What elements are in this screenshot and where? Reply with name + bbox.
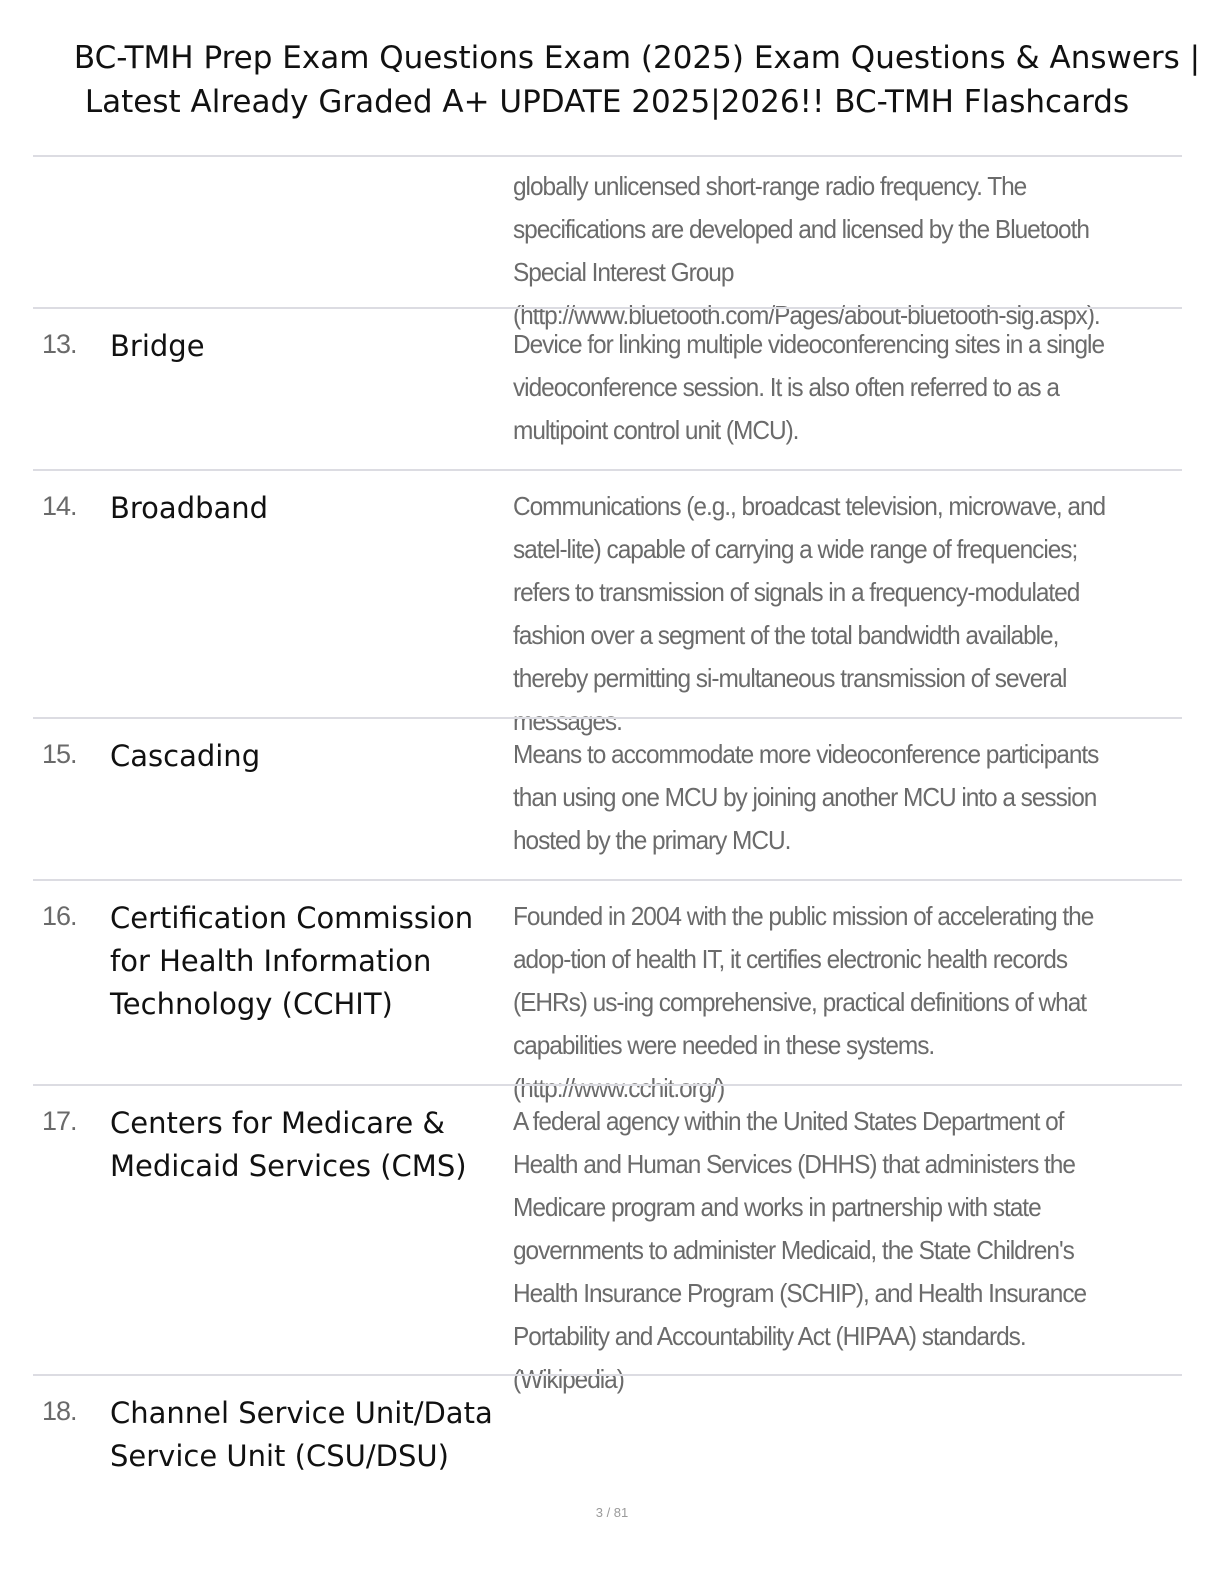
table-row	[33, 879, 1182, 1103]
entry-number: 15.	[42, 739, 77, 769]
flashcard-table	[33, 155, 1182, 1496]
definition-text: A federal agency within the United States Department of Health and Human Services (DHHS) that administers the Medicare program and works in partnership with state governments to administer Medicaid, the State Children's Health Insurance Program (SCHIP), and Health Insurance Portability and Accountability Act (HIPAA) standards. (Wikipedia)	[513, 1106, 1087, 1394]
table-row-continuation	[33, 155, 1182, 330]
table-row	[33, 1084, 1182, 1394]
term-text: Broadband	[110, 491, 269, 525]
document-title-line-1: BC-TMH Prep Exam Questions Exam (2025) Exam Questions & Answers |	[73, 40, 1201, 76]
table-row	[33, 307, 1182, 469]
table-row	[33, 469, 1182, 736]
definition-text: Founded in 2004 with the public mission of accelerating the adop-tion of health IT, it certifies electronic health records (EHRs) us-ing comprehensive, practical definitions of what capabilities were needed in these systems. (http://www.cchit.org/)	[513, 901, 1094, 1103]
definition-text: Device for linking multiple videoconferencing sites in a single videoconference session. It is also often referred to as a multipoint control unit (MCU).	[513, 329, 1105, 445]
entry-number: 14.	[42, 491, 77, 521]
entry-number: 13.	[42, 329, 77, 359]
table-row	[33, 717, 1182, 879]
table-row	[33, 1374, 1182, 1496]
definition-text: globally unlicensed short-range radio frequency. The specifications are developed and licensed by the Bluetooth Special Interest Group (http://www.bluetooth.com/Pages/about-bluetooth-sig.aspx).	[513, 171, 1100, 330]
term-text: Channel Service Unit/Data Service Unit (CSU/DSU)	[110, 1396, 493, 1473]
entry-number: 16.	[42, 901, 77, 931]
definition-text: Communications (e.g., broadcast television, microwave, and satel-lite) capable of carrying a wide range of frequencies; refers to transmission of signals in a frequency-modulated fashion over a segment of the total bandwidth available, thereby permitting si-multaneous transmission of several messages.	[513, 491, 1106, 736]
page-header	[0, 36, 1224, 124]
term-text: Bridge	[110, 329, 205, 363]
page-indicator: 3 / 81	[595, 1505, 629, 1520]
document-title-line-2: Latest Already Graded A+ UPDATE 2025|2026!! BC-TMH Flashcards	[84, 84, 1130, 120]
term-text: Certification Commission for Health Information Technology (CCHIT)	[110, 901, 474, 1021]
entry-number: 18.	[42, 1396, 77, 1426]
definition-text: Means to accommodate more videoconference participants than using one MCU by joining another MCU into a session hosted by the primary MCU.	[513, 739, 1099, 855]
term-text: Centers for Medicare & Medicaid Services (CMS)	[110, 1106, 467, 1183]
term-text: Cascading	[110, 739, 261, 773]
entry-number: 17.	[42, 1106, 77, 1136]
